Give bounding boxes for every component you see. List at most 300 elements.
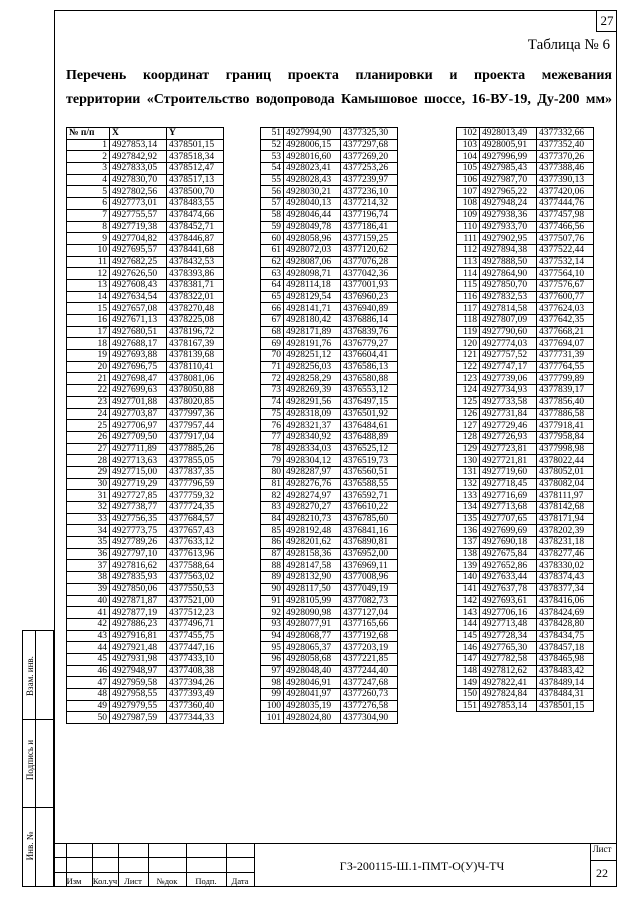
y-coordinate: 4377390,13 <box>537 174 594 186</box>
x-coordinate: 4927965,22 <box>480 186 537 198</box>
y-coordinate: 4377159,25 <box>341 233 398 245</box>
table-row <box>457 502 594 514</box>
table-row <box>261 186 398 198</box>
point-number: 151 <box>457 700 480 712</box>
table-row <box>457 466 594 478</box>
table-row <box>261 420 398 432</box>
x-coordinate: 4928334,03 <box>284 443 341 455</box>
point-number: 108 <box>457 198 480 210</box>
table-row <box>457 244 594 256</box>
y-coordinate: 4377642,35 <box>537 315 594 327</box>
x-coordinate: 4927719,60 <box>480 466 537 478</box>
table-row <box>261 665 398 677</box>
y-coordinate: 4378381,71 <box>167 279 224 291</box>
point-number: 100 <box>261 700 284 712</box>
point-number: 119 <box>457 326 480 338</box>
point-number: 44 <box>67 642 110 654</box>
table-row <box>67 595 224 607</box>
point-number: 79 <box>261 455 284 467</box>
y-coordinate: 4377325,30 <box>341 128 398 140</box>
x-coordinate: 4927704,82 <box>110 233 167 245</box>
x-coordinate: 4928287,97 <box>284 466 341 478</box>
x-coordinate: 4927634,54 <box>110 291 167 303</box>
x-coordinate: 4928065,37 <box>284 642 341 654</box>
point-number: 22 <box>67 385 110 397</box>
point-number: 118 <box>457 315 480 327</box>
y-coordinate: 4378428,80 <box>537 618 594 630</box>
x-coordinate: 4927832,53 <box>480 291 537 303</box>
point-number: 23 <box>67 396 110 408</box>
point-number: 90 <box>261 583 284 595</box>
x-coordinate: 4927723,81 <box>480 443 537 455</box>
point-number: 29 <box>67 466 110 478</box>
y-coordinate: 4377759,32 <box>167 490 224 502</box>
y-coordinate: 4377837,35 <box>167 466 224 478</box>
y-coordinate: 4378142,68 <box>537 502 594 514</box>
point-number: 62 <box>261 256 284 268</box>
x-coordinate: 4927814,58 <box>480 303 537 315</box>
x-coordinate: 4928046,44 <box>284 209 341 221</box>
y-coordinate: 4377042,36 <box>341 268 398 280</box>
point-number: 41 <box>67 607 110 619</box>
y-coordinate: 4376553,12 <box>341 385 398 397</box>
point-number: 89 <box>261 572 284 584</box>
x-coordinate: 4927790,60 <box>480 326 537 338</box>
side-stamp <box>22 630 54 887</box>
x-coordinate: 4927921,48 <box>110 642 167 654</box>
y-coordinate: 4377186,41 <box>341 221 398 233</box>
x-coordinate: 4928318,09 <box>284 408 341 420</box>
y-coordinate: 4377221,85 <box>341 653 398 665</box>
point-number: 31 <box>67 490 110 502</box>
x-coordinate: 4927739,06 <box>480 373 537 385</box>
y-coordinate: 4377420,06 <box>537 186 594 198</box>
x-coordinate: 4928006,15 <box>284 139 341 151</box>
table-row <box>67 548 224 560</box>
table-row <box>261 700 398 712</box>
y-coordinate: 4377247,68 <box>341 677 398 689</box>
y-coordinate: 4378082,04 <box>537 478 594 490</box>
point-number: 133 <box>457 490 480 502</box>
point-number: 17 <box>67 326 110 338</box>
x-coordinate: 4927699,69 <box>480 525 537 537</box>
x-coordinate: 4927979,55 <box>110 700 167 712</box>
point-number: 6 <box>67 198 110 210</box>
table-row <box>67 209 224 221</box>
table-row <box>457 139 594 151</box>
y-coordinate: 4377455,75 <box>167 630 224 642</box>
y-coordinate: 4378277,46 <box>537 548 594 560</box>
point-number: 110 <box>457 221 480 233</box>
x-coordinate: 4927824,84 <box>480 689 537 701</box>
point-number: 123 <box>457 373 480 385</box>
x-coordinate: 4927734,93 <box>480 385 537 397</box>
table-row <box>67 221 224 233</box>
x-coordinate: 4927688,17 <box>110 338 167 350</box>
table-row <box>457 630 594 642</box>
y-coordinate: 4377576,67 <box>537 279 594 291</box>
table-row <box>261 560 398 572</box>
x-coordinate: 4928058,68 <box>284 653 341 665</box>
y-coordinate: 4378374,43 <box>537 572 594 584</box>
point-number: 83 <box>261 502 284 514</box>
y-coordinate: 4377855,05 <box>167 455 224 467</box>
point-number: 53 <box>261 151 284 163</box>
x-coordinate: 4927996,99 <box>480 151 537 163</box>
y-coordinate: 4377764,55 <box>537 361 594 373</box>
point-number: 142 <box>457 595 480 607</box>
y-coordinate: 4378330,02 <box>537 560 594 572</box>
table-row <box>457 338 594 350</box>
x-coordinate: 4928048,40 <box>284 665 341 677</box>
y-coordinate: 4376488,89 <box>341 431 398 443</box>
table-row <box>261 326 398 338</box>
point-number: 146 <box>457 642 480 654</box>
x-coordinate: 4927713,68 <box>480 502 537 514</box>
y-coordinate: 4377731,39 <box>537 350 594 362</box>
side-stamp-row-line <box>23 807 53 808</box>
table-row <box>261 513 398 525</box>
table-row <box>67 420 224 432</box>
y-coordinate: 4377918,41 <box>537 420 594 432</box>
title-block-line <box>54 872 254 873</box>
table-row <box>67 443 224 455</box>
x-coordinate: 4927682,25 <box>110 256 167 268</box>
table-row <box>261 466 398 478</box>
point-number: 106 <box>457 174 480 186</box>
point-number: 27 <box>67 443 110 455</box>
x-coordinate: 4928058,96 <box>284 233 341 245</box>
header-x: X <box>110 128 167 140</box>
x-coordinate: 4928068,77 <box>284 630 341 642</box>
table-row <box>67 502 224 514</box>
point-number: 52 <box>261 139 284 151</box>
point-number: 51 <box>261 128 284 140</box>
x-coordinate: 4927713,48 <box>480 618 537 630</box>
point-number: 24 <box>67 408 110 420</box>
y-coordinate: 4377564,10 <box>537 268 594 280</box>
table-row <box>261 595 398 607</box>
table-row <box>457 443 594 455</box>
table-row <box>67 350 224 362</box>
y-coordinate: 4377694,07 <box>537 338 594 350</box>
table-row <box>67 560 224 572</box>
point-number: 117 <box>457 303 480 315</box>
table-row <box>67 315 224 327</box>
y-coordinate: 4378432,53 <box>167 256 224 268</box>
table-row <box>67 303 224 315</box>
table-row <box>261 139 398 151</box>
y-coordinate: 4378483,42 <box>537 665 594 677</box>
y-coordinate: 4377839,17 <box>537 385 594 397</box>
table-row <box>261 525 398 537</box>
x-coordinate: 4927726,93 <box>480 431 537 443</box>
y-coordinate: 4378322,01 <box>167 291 224 303</box>
point-number: 125 <box>457 396 480 408</box>
point-number: 98 <box>261 677 284 689</box>
table-body-2 <box>261 128 398 724</box>
table-row <box>261 455 398 467</box>
table-row <box>261 268 398 280</box>
x-coordinate: 4927916,81 <box>110 630 167 642</box>
point-number: 33 <box>67 513 110 525</box>
y-coordinate: 4377203,19 <box>341 642 398 654</box>
y-coordinate: 4377457,98 <box>537 209 594 221</box>
table-row <box>457 408 594 420</box>
point-number: 72 <box>261 373 284 385</box>
x-coordinate: 4927774,03 <box>480 338 537 350</box>
x-coordinate: 4928041,97 <box>284 689 341 701</box>
table-row <box>457 583 594 595</box>
x-coordinate: 4928147,58 <box>284 560 341 572</box>
point-number: 21 <box>67 373 110 385</box>
page-number: 27 <box>596 10 617 32</box>
y-coordinate: 4376785,60 <box>341 513 398 525</box>
table-row <box>261 431 398 443</box>
table-row <box>457 420 594 432</box>
table-row <box>457 537 594 549</box>
point-number: 149 <box>457 677 480 689</box>
table-row <box>457 396 594 408</box>
point-number: 137 <box>457 537 480 549</box>
table-row <box>67 198 224 210</box>
table-row <box>67 455 224 467</box>
table-row <box>261 408 398 420</box>
point-number: 130 <box>457 455 480 467</box>
x-coordinate: 4927850,06 <box>110 583 167 595</box>
y-coordinate: 4376592,71 <box>341 490 398 502</box>
point-number: 147 <box>457 653 480 665</box>
y-coordinate: 4378501,15 <box>167 139 224 151</box>
point-number: 84 <box>261 513 284 525</box>
x-coordinate: 4927690,18 <box>480 537 537 549</box>
point-number: 1 <box>67 139 110 151</box>
y-coordinate: 4377244,40 <box>341 665 398 677</box>
table-row <box>261 361 398 373</box>
y-coordinate: 4376839,76 <box>341 326 398 338</box>
point-number: 39 <box>67 583 110 595</box>
x-coordinate: 4927671,13 <box>110 315 167 327</box>
y-coordinate: 4377394,26 <box>167 677 224 689</box>
y-coordinate: 4377856,40 <box>537 396 594 408</box>
x-coordinate: 4927812,62 <box>480 665 537 677</box>
y-coordinate: 4378393,86 <box>167 268 224 280</box>
table-row <box>67 630 224 642</box>
y-coordinate: 4376586,13 <box>341 361 398 373</box>
x-coordinate: 4928276,76 <box>284 478 341 490</box>
table-row <box>67 326 224 338</box>
x-coordinate: 4928210,73 <box>284 513 341 525</box>
table-row <box>261 279 398 291</box>
point-number: 14 <box>67 291 110 303</box>
document-code: ГЗ-200115-Ш.1-ПМТ-О(У)Ч-ТЧ <box>339 859 505 873</box>
side-stamp-divider <box>35 631 36 886</box>
point-number: 81 <box>261 478 284 490</box>
point-number: 73 <box>261 385 284 397</box>
x-coordinate: 4927728,34 <box>480 630 537 642</box>
point-number: 30 <box>67 478 110 490</box>
table-row <box>457 478 594 490</box>
y-coordinate: 4376501,92 <box>341 408 398 420</box>
table-row <box>457 350 594 362</box>
table-body-1 <box>67 139 224 723</box>
y-coordinate: 4377684,57 <box>167 513 224 525</box>
point-number: 42 <box>67 618 110 630</box>
y-coordinate: 4377360,40 <box>167 700 224 712</box>
point-number: 60 <box>261 233 284 245</box>
x-coordinate: 4928340,92 <box>284 431 341 443</box>
x-coordinate: 4928270,27 <box>284 502 341 514</box>
point-number: 139 <box>457 560 480 572</box>
y-coordinate: 4376779,27 <box>341 338 398 350</box>
table-row <box>261 618 398 630</box>
table-row <box>261 630 398 642</box>
table-row <box>261 244 398 256</box>
x-coordinate: 4927987,70 <box>480 174 537 186</box>
point-number: 18 <box>67 338 110 350</box>
stamp-header-doc: №док <box>156 876 178 886</box>
table-row <box>67 361 224 373</box>
point-number: 116 <box>457 291 480 303</box>
point-number: 2 <box>67 151 110 163</box>
table-row <box>261 221 398 233</box>
table-row <box>261 233 398 245</box>
point-number: 45 <box>67 653 110 665</box>
table-row <box>457 361 594 373</box>
point-number: 32 <box>67 502 110 514</box>
x-coordinate: 4928192,48 <box>284 525 341 537</box>
x-coordinate: 4927718,45 <box>480 478 537 490</box>
table-row <box>457 572 594 584</box>
x-coordinate: 4927888,50 <box>480 256 537 268</box>
x-coordinate: 4927706,97 <box>110 420 167 432</box>
y-coordinate: 4376604,41 <box>341 350 398 362</box>
y-coordinate: 4377507,76 <box>537 233 594 245</box>
x-coordinate: 4927931,98 <box>110 653 167 665</box>
y-coordinate: 4377120,62 <box>341 244 398 256</box>
point-number: 20 <box>67 361 110 373</box>
y-coordinate: 4378231,18 <box>537 537 594 549</box>
stamp-header-signature: Подп. <box>195 876 217 886</box>
y-coordinate: 4377998,98 <box>537 443 594 455</box>
y-coordinate: 4377466,56 <box>537 221 594 233</box>
point-number: 150 <box>457 689 480 701</box>
point-number: 56 <box>261 186 284 198</box>
y-coordinate: 4377239,97 <box>341 174 398 186</box>
point-number: 74 <box>261 396 284 408</box>
table-row <box>457 174 594 186</box>
y-coordinate: 4377332,66 <box>537 128 594 140</box>
x-coordinate: 4928132,90 <box>284 572 341 584</box>
y-coordinate: 4378225,08 <box>167 315 224 327</box>
point-number: 129 <box>457 443 480 455</box>
y-coordinate: 4376952,00 <box>341 548 398 560</box>
x-coordinate: 4928191,76 <box>284 338 341 350</box>
table-row <box>457 618 594 630</box>
table-row <box>457 595 594 607</box>
table-row <box>67 408 224 420</box>
point-number: 82 <box>261 490 284 502</box>
point-number: 25 <box>67 420 110 432</box>
table-row <box>261 548 398 560</box>
table-row <box>457 291 594 303</box>
x-coordinate: 4927733,58 <box>480 396 537 408</box>
y-coordinate: 4377344,33 <box>167 712 224 724</box>
x-coordinate: 4927853,14 <box>110 139 167 151</box>
point-number: 91 <box>261 595 284 607</box>
x-coordinate: 4927765,30 <box>480 642 537 654</box>
table-row <box>67 431 224 443</box>
point-number: 122 <box>457 361 480 373</box>
table-row <box>261 689 398 701</box>
table-row <box>457 186 594 198</box>
table-row <box>67 151 224 163</box>
y-coordinate: 4377269,20 <box>341 151 398 163</box>
y-coordinate: 4377958,84 <box>537 431 594 443</box>
y-coordinate: 4378501,15 <box>537 700 594 712</box>
x-coordinate: 4927789,26 <box>110 537 167 549</box>
x-coordinate: 4927835,93 <box>110 572 167 584</box>
point-number: 59 <box>261 221 284 233</box>
table-row <box>457 279 594 291</box>
table-row <box>67 618 224 630</box>
y-coordinate: 4378424,69 <box>537 607 594 619</box>
y-coordinate: 4376841,16 <box>341 525 398 537</box>
table-row <box>261 478 398 490</box>
table-row <box>67 513 224 525</box>
table-row <box>261 198 398 210</box>
point-number: 5 <box>67 186 110 198</box>
y-coordinate: 4377370,26 <box>537 151 594 163</box>
x-coordinate: 4927637,78 <box>480 583 537 595</box>
y-coordinate: 4378167,39 <box>167 338 224 350</box>
x-coordinate: 4928251,12 <box>284 350 341 362</box>
table-row <box>67 268 224 280</box>
x-coordinate: 4927782,58 <box>480 653 537 665</box>
point-number: 105 <box>457 163 480 175</box>
x-coordinate: 4928087,06 <box>284 256 341 268</box>
x-coordinate: 4928129,54 <box>284 291 341 303</box>
x-coordinate: 4927833,05 <box>110 163 167 175</box>
table-row <box>67 233 224 245</box>
x-coordinate: 4928028,43 <box>284 174 341 186</box>
sheet-label: Лист <box>592 844 612 854</box>
point-number: 71 <box>261 361 284 373</box>
point-number: 145 <box>457 630 480 642</box>
x-coordinate: 4927902,95 <box>480 233 537 245</box>
x-coordinate: 4927711,89 <box>110 443 167 455</box>
x-coordinate: 4927985,43 <box>480 163 537 175</box>
x-coordinate: 4927756,35 <box>110 513 167 525</box>
x-coordinate: 4927719,29 <box>110 478 167 490</box>
coordinates-table-3 <box>456 127 594 712</box>
table-row <box>67 244 224 256</box>
x-coordinate: 4927842,92 <box>110 151 167 163</box>
table-row <box>457 642 594 654</box>
point-number: 4 <box>67 174 110 186</box>
point-number: 35 <box>67 537 110 549</box>
point-number: 61 <box>261 244 284 256</box>
point-number: 88 <box>261 560 284 572</box>
point-number: 99 <box>261 689 284 701</box>
x-coordinate: 4927721,81 <box>480 455 537 467</box>
y-coordinate: 4377917,04 <box>167 431 224 443</box>
table-row <box>457 700 594 712</box>
y-coordinate: 4377192,68 <box>341 630 398 642</box>
x-coordinate: 4928114,18 <box>284 279 341 291</box>
table-row <box>67 572 224 584</box>
stamp-header-sheet: Лист <box>124 876 142 886</box>
